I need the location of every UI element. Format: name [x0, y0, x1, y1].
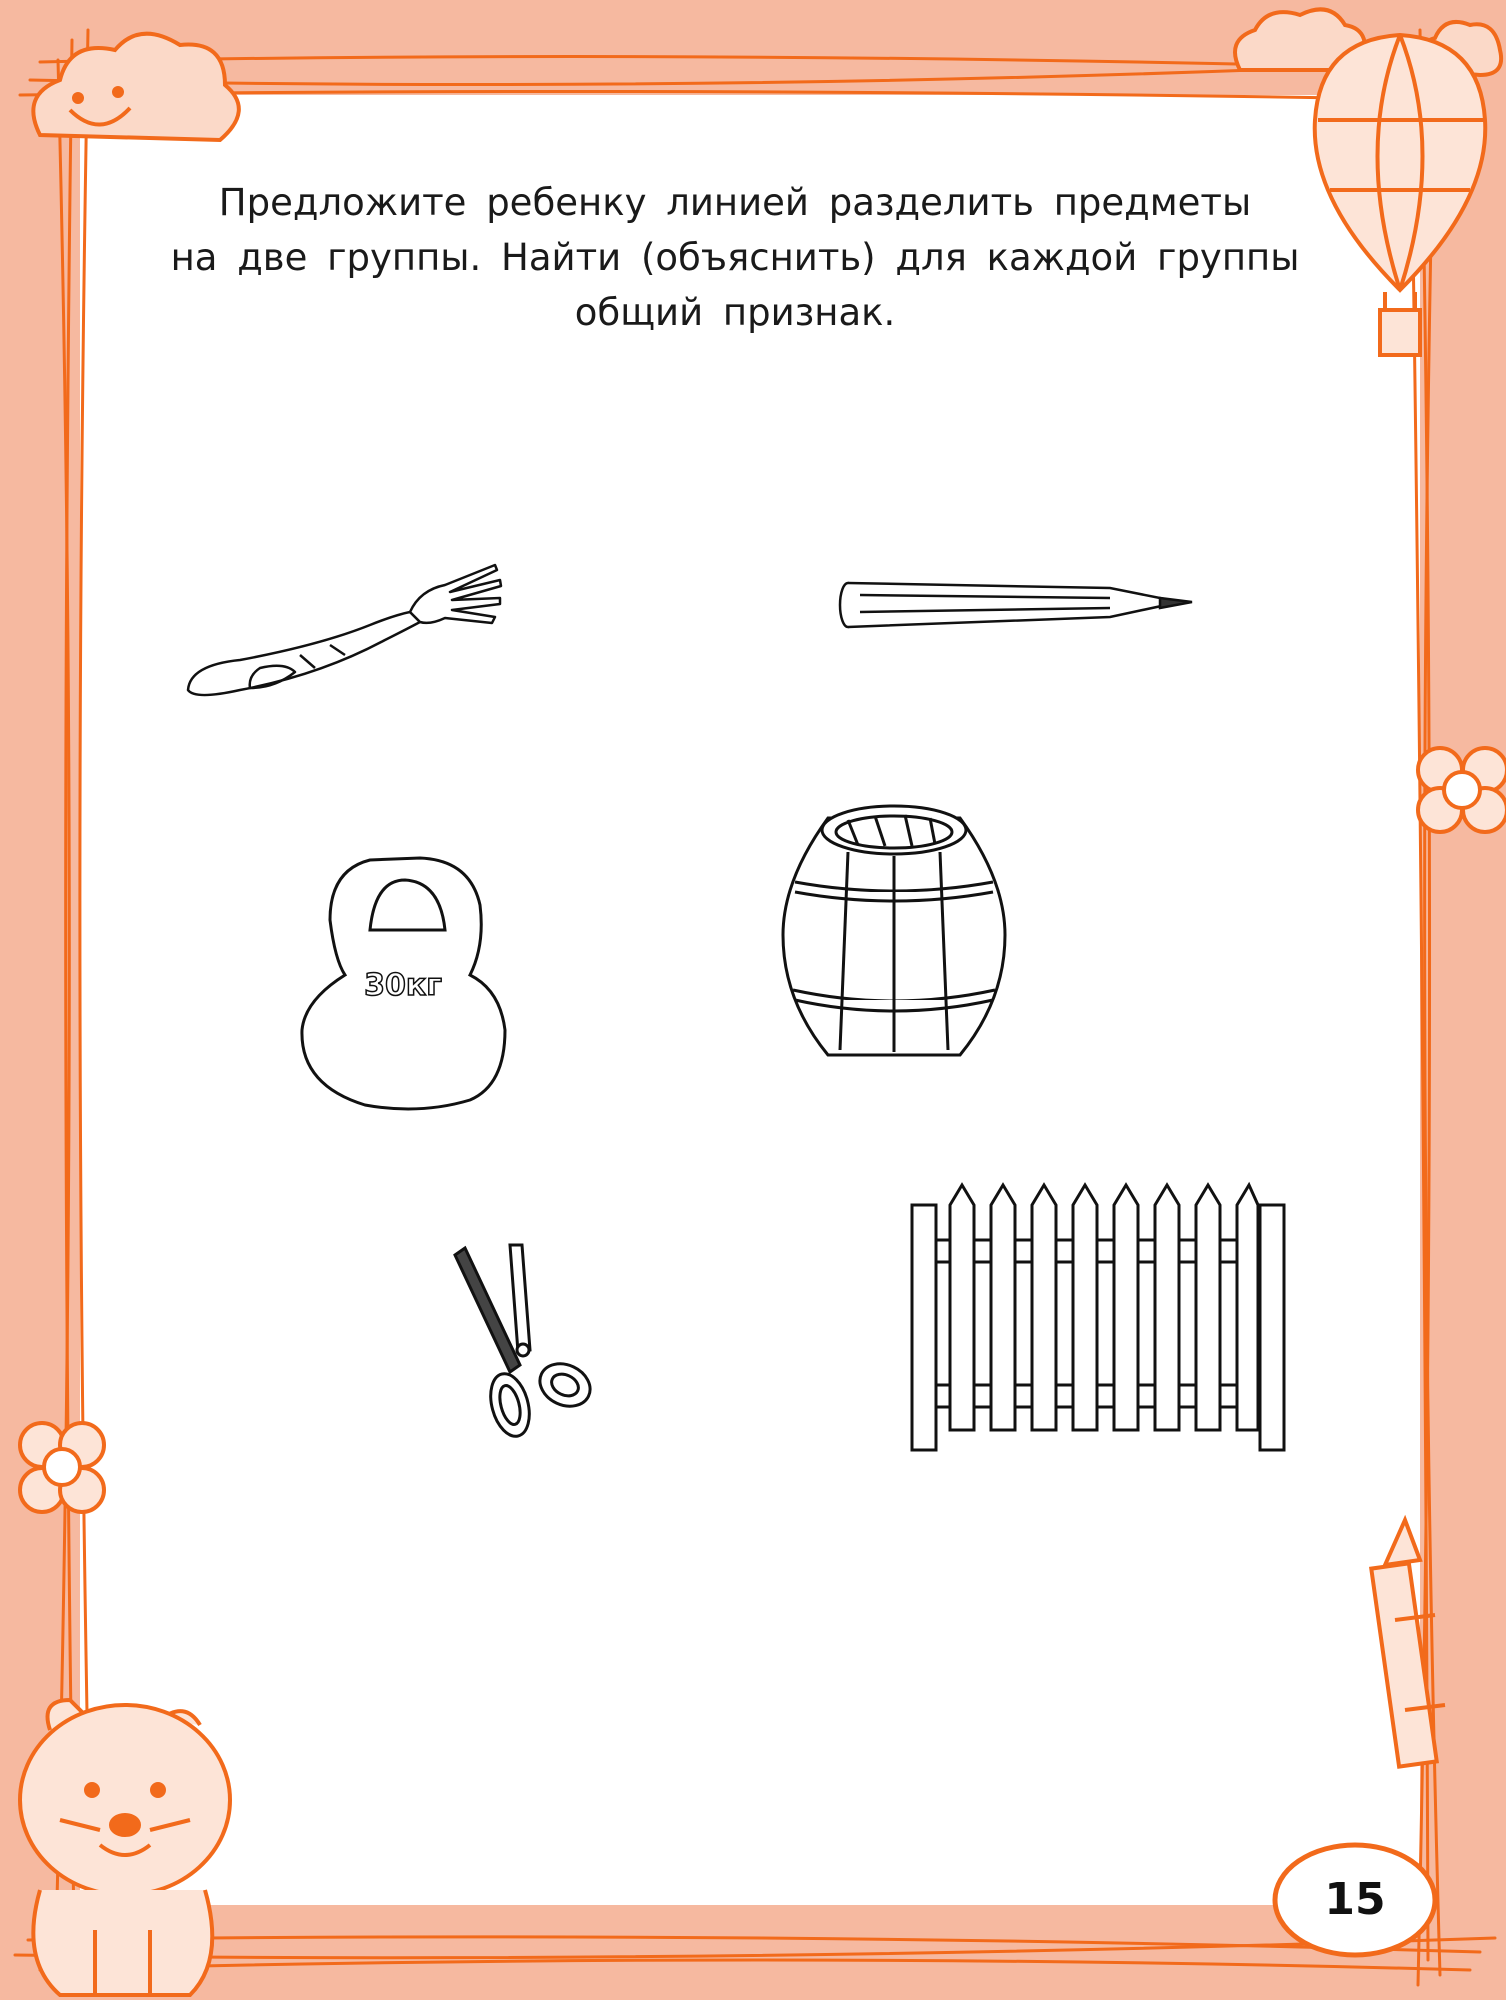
instruction-line: на две группы. Найти (объяснить) для каждой группы — [170, 236, 1300, 279]
instruction-line: Предложите ребенку линией разделить предметы — [218, 181, 1252, 224]
instruction-line: общий признак. — [574, 291, 896, 334]
cloud-smile-icon — [33, 34, 239, 140]
page-number: 15 — [1324, 1874, 1386, 1925]
weight-label: 30кг — [364, 968, 442, 1003]
tiger-cub-icon — [20, 1700, 230, 1995]
flower-icon — [1418, 748, 1506, 832]
instruction-text — [150, 175, 1320, 340]
kettlebell-icon — [302, 858, 505, 1109]
barrel-icon — [783, 806, 1005, 1055]
sheet — [80, 95, 1420, 1905]
